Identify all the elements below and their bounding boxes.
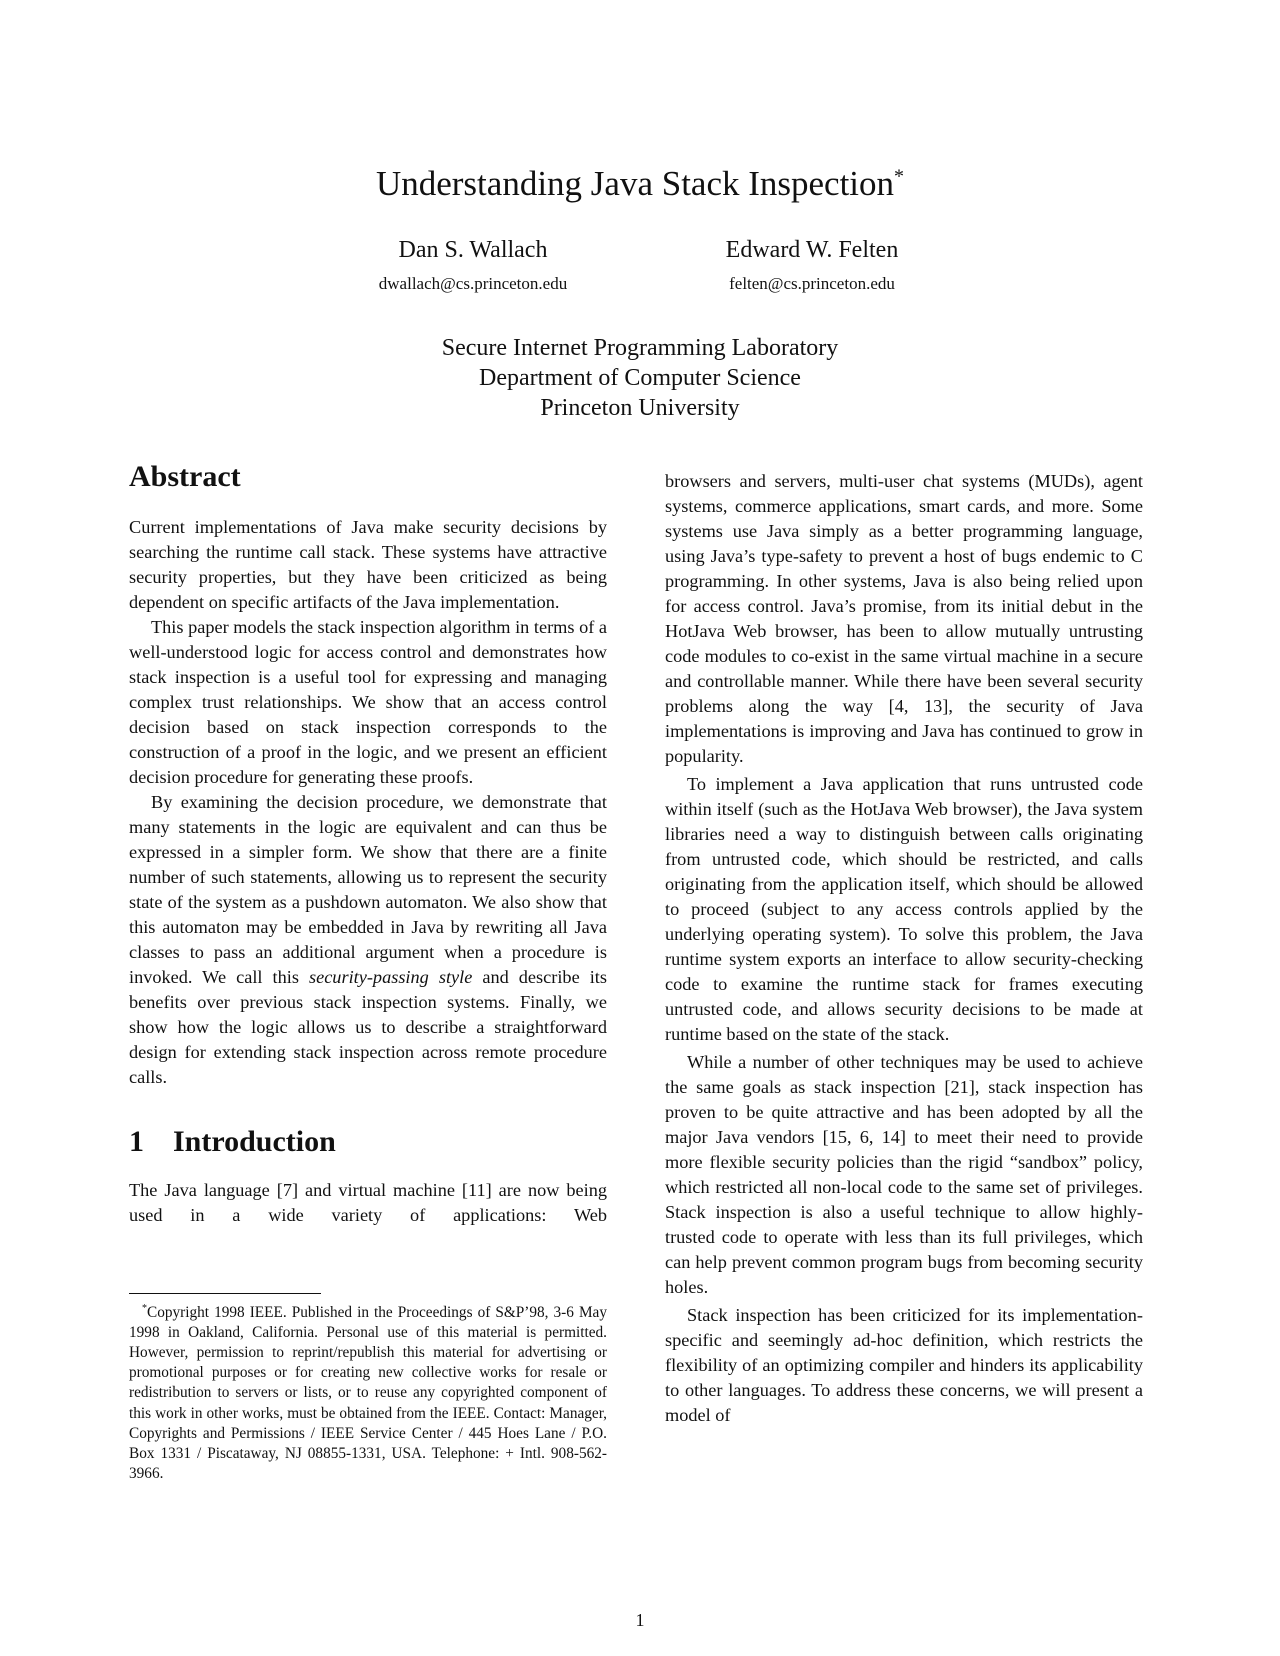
author-name: Dan S. Wallach xyxy=(398,237,548,263)
intro-paragraph-1-start: The Java language [7] and virtual machine [11] are now being used in a wide variety of applications: Web xyxy=(129,1180,607,1225)
abstract-paragraph-2: This paper models the stack inspection algorithm in terms of a well-understood logic for access control and demonstrates how stack inspection is a useful tool for expressing and managing complex trust relationships. We show that an access control decision based on stack inspection corresponds to the construction of a proof in the logic, and we present an efficient decision procedure for generating these proofs. xyxy=(129,617,607,787)
section-number: 1 xyxy=(129,1125,144,1158)
intro-paragraph-3: While a number of other techniques may be used to achieve the same goals as stack inspection [21], stack inspection has proven to be quite attractive and has been adopted by all the major Java vendors [15, 6, 14] to meet their need to provide more flexible security policies than the rigid “sandbox” policy, which restricted all non-local code to the same set of privileges. Stack inspection is also a useful technique to allow highly-trusted code to operate with less than its full privileges, which can help prevent common program bugs from becoming security holes. xyxy=(665,1052,1143,1297)
author-1 xyxy=(323,235,623,295)
abstract-paragraph-3 xyxy=(129,790,607,1090)
author-email: dwallach@cs.princeton.edu xyxy=(378,274,568,293)
left-column xyxy=(129,459,607,1228)
affiliation xyxy=(0,333,1280,423)
affiliation-lab: Secure Internet Programming Laboratory xyxy=(441,335,839,361)
page-number: 1 xyxy=(635,1610,645,1630)
footnote-mark: * xyxy=(142,1303,147,1314)
title-footnote-mark: * xyxy=(894,165,905,188)
author-name: Edward W. Felten xyxy=(725,237,899,263)
paper-title xyxy=(0,162,1280,206)
paper-title-text: Understanding Java Stack Inspection xyxy=(375,164,895,203)
copyright-footnote xyxy=(129,1299,607,1484)
footnote-paragraph xyxy=(129,1299,607,1484)
author-2 xyxy=(662,235,962,295)
section-title: Introduction xyxy=(173,1125,336,1158)
introduction-heading xyxy=(129,1124,607,1160)
abstract-paragraph-1: Current implementations of Java make security decisions by searching the runtime call stack. These systems have attractive security properties, but they have been criticized as being dependent on specific artifacts of the Java implementation. xyxy=(129,517,607,612)
footnote-text: Copyright 1998 IEEE. Published in the Proceedings of S&P’98, 3-6 May 1998 in Oakland, California. Personal use of this material is permitted. However, permission to reprint/republish this material for advertising or promotional purposes or for creating new collective works for resale or redistribution to servers or lists, or to reuse any copyrighted component of this work in other works, must be obtained from the IEEE. Contact: Manager, Copyrights and Permissions / IEEE Service Center / 445 Hoes Lane / P.O. Box 1331 / Piscataway, NJ 08855-1331, USA. Telephone: + Intl. 908-562-3966. xyxy=(129,1304,607,1482)
abstract-text: By examining the decision procedure, we demonstrate that many statements in the logic are equivalent and can thus be expressed in a simpler form. We show that there are a finite number of such statements, allowing us to represent the security state of the system as a pushdown automaton. We also show that this automaton may be embedded in Java by rewriting all Java classes to pass an additional argument when a procedure is invoked. We call this xyxy=(129,792,607,987)
intro-paragraph-4: Stack inspection has been criticized for its implementation-specific and seemingly ad-hoc definition, which restricts the flexibility of an optimizing compiler and hinders its applicability to other languages. To address these concerns, we will present a model of xyxy=(665,1305,1143,1425)
affiliation-university: Princeton University xyxy=(540,395,740,421)
footnote-rule xyxy=(129,1293,321,1294)
intro-paragraph-2: To implement a Java application that runs untrusted code within itself (such as the HotJava Web browser), the Java system libraries need a way to distinguish between calls originating from untrusted code, which should be restricted, and calls originating from the application itself, which should be allowed to proceed (subject to any access controls applied by the underlying operating system). To solve this problem, the Java runtime system exports an interface to allow security-checking code to examine the runtime stack for frames executing untrusted code, and allows security decisions to be made at runtime based on the state of the stack. xyxy=(665,774,1143,1044)
abstract-heading: Abstract xyxy=(129,460,241,493)
abstract-emphasis: security-passing style xyxy=(308,967,473,987)
author-email: felten@cs.princeton.edu xyxy=(729,274,895,293)
abstract-text: and describe its benefits over previous stack inspection systems. Finally, we show how the logic allows us to describe a straightforward design for extending stack inspection across remote procedure calls. xyxy=(129,967,607,1087)
intro-paragraph-1-continued: browsers and servers, multi-user chat systems (MUDs), agent systems, commerce applications, smart cards, and more. Some systems use Java simply as a better programming language, using Java’s type-safety to prevent a host of bugs endemic to C programming. In other systems, Java is also being relied upon for access control. Java’s promise, from its initial debut in the HotJava Web browser, has been to allow mutually untrusting code modules to co-exist in the same virtual machine in a secure and controllable manner. While there have been several security problems along the way [4, 13], the security of Java implementations is improving and Java has continued to grow in popularity. xyxy=(665,471,1143,766)
right-column xyxy=(665,469,1143,1428)
affiliation-department: Department of Computer Science xyxy=(479,365,801,391)
